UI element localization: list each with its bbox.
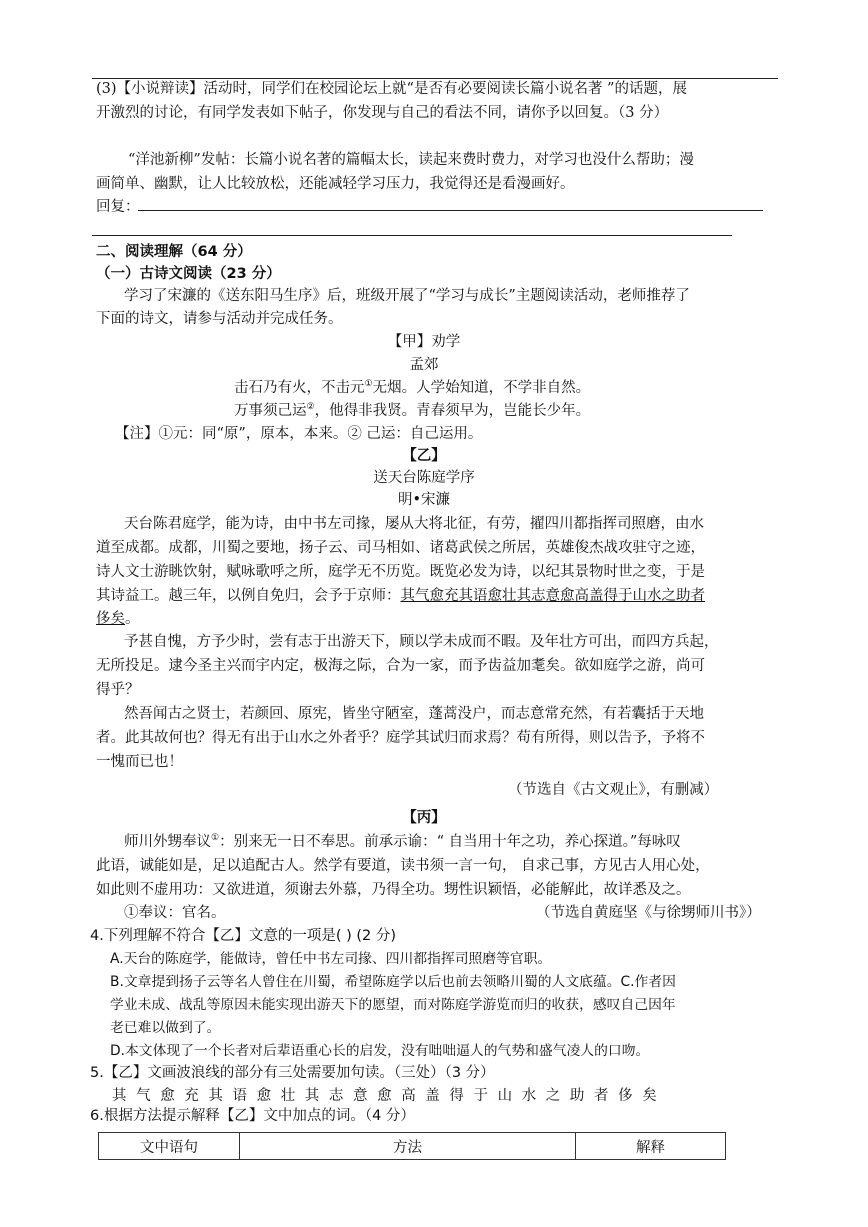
intro-line-2: 下面的诗文，请参与活动并完成任务。 (96, 311, 343, 327)
section-heading: 二、阅读理解（64 分） (96, 244, 252, 260)
yi-wavy-passage-end: 侈矣 (96, 611, 125, 627)
yi-p2-line-1: 予甚自愧，方予少时，尝有志于出游天下，顾以学未成而不暇。及年壮方可出，而四方兵起， (124, 634, 719, 650)
jia-line-2 (234, 401, 590, 421)
q4-option-b-line-1[interactable]: B.文章提到扬子云等名人曾住在川蜀，希望陈庭学以后也前去领略川蜀的人文底蕴。C.作者因 (110, 974, 676, 990)
bing-line-1-b: ：别来无一日不奉思。前承示谕：“ 自当用十年之功，养心探道。”每咏叹 (219, 834, 681, 850)
yi-p2-line-3: 得乎？ (96, 682, 140, 698)
yi-p3-line-3: 一愧而已也！ (96, 754, 183, 770)
yi-author: 明•宋濂 (397, 492, 451, 508)
q3-reply-label: 回复： (96, 199, 140, 215)
q6-stem: 6.根据方法提示解释【乙】文中加点的词。（4 分） (90, 1108, 415, 1124)
bing-line-3: 如此则不虚用功：又欲进道，须谢去外慕，乃得全功。甥性识颖悟，必能解此，故详悉及之。 (96, 882, 691, 898)
yi-p1-line-4-a: 其诗益工。越三年，以例自免归，会予于京师： (96, 588, 401, 604)
yi-p3-line-2: 者。此其故何也？得无有出于山水之外者乎？庭学其试归而求焉？苟有所得，则以告予，予将不 (96, 730, 705, 746)
q3-line-2: 开激烈的讨论，有同学发表如下帖子，你发现与自己的看法不同，请你予以回复。（3 分） (96, 105, 669, 121)
jia-note-mark-2: ② (306, 402, 315, 413)
q4-stem: 4.下列理解不符合【乙】文意的一项是( ) (2 分) (90, 928, 397, 944)
yi-p1-line-3: 诗人文士游眺饮射，赋咏歌呼之所，庭学无不历览。既览必发为诗，以纪其景物时世之变，于是 (96, 564, 705, 580)
jia-line-1-a: 击石乃有火，不击元 (234, 380, 365, 396)
subsection-heading: （一）古诗文阅读（23 分） (96, 266, 281, 282)
jia-author: 孟郊 (409, 357, 439, 373)
yi-title: 送天台陈庭学序 (373, 470, 475, 486)
q5-passage: 其气愈充其语愈壮其志意愈高盖得于山水之助者侈矣 (112, 1088, 667, 1104)
jia-note: 【注】①元：同“原”，原本，本来。② 己运：自己运用。 (115, 426, 483, 442)
q6-table (98, 1132, 726, 1160)
reply-answer-line[interactable] (138, 210, 763, 211)
yi-source: （节选自《古文观止》，有删减） (508, 782, 719, 798)
q4-option-b-line-3: 老已难以做到了。 (110, 1020, 221, 1036)
yi-p1-line-4 (96, 586, 705, 606)
q3-line-1: (3)【小说辩读】活动时，同学们在校园论坛上就“是否有必要阅读长篇小说名著 ”的话题，展 (96, 81, 687, 97)
table-header-cell: 文中语句 (99, 1133, 240, 1160)
yi-p3-line-1: 然吾闻古之贤士，若颜回、原宪，皆坐守陋室，蓬蒿没户，而志意常充然，有若囊括于天地 (124, 706, 704, 722)
q4-option-a[interactable]: A.天台的陈庭学，能做诗，曾任中书左司掾、四川都指挥司照磨等官职。 (110, 951, 552, 967)
yi-p1-line-1: 天台陈君庭学，能为诗，由中书左司掾，屡从大将北征，有劳，擢四川都指挥司照磨，由水 (124, 516, 704, 532)
table-header-row (99, 1133, 726, 1160)
jia-line-2-a: 万事须己运 (234, 403, 307, 419)
jia-note-mark-1: ① (364, 379, 373, 390)
jia-title: 【甲】劝学 (387, 334, 461, 350)
jia-line-2-b: ，他得非我贤。青春须早为，岂能长少年。 (314, 403, 591, 419)
bing-line-1-a: 师川外甥奉议 (124, 834, 211, 850)
table-header-cell: 方法 (240, 1133, 576, 1160)
yi-wavy-passage: 其气愈充其语愈壮其志意愈高盖得于山水之助者 (400, 588, 705, 604)
section-divider (92, 235, 732, 236)
jia-line-1 (234, 378, 590, 398)
bing-line-2: 此语，诚能如是，足以追配古人。然学有要道，读书须一言一句， 自求己事，方见古人用心处， (96, 858, 710, 874)
bing-note-mark: ① (211, 833, 220, 844)
q5-stem: 5.【乙】文画波浪线的部分有三处需要加句读。（三处）（3 分） (90, 1065, 495, 1081)
intro-line-1: 学习了宋濂的《送东阳马生序》后，班级开展了“学习与成长”主题阅读活动，老师推荐了 (124, 288, 690, 304)
bing-line-1 (124, 832, 681, 852)
bing-note: ①奉议：官名。 (124, 905, 226, 921)
yi-p1-line-5 (96, 609, 140, 629)
yi-p1-line-5-end: 。 (125, 611, 140, 627)
bing-source: （节选自黄庭坚《与徐甥师川书》） (536, 905, 761, 921)
jia-line-1-b: 无烟。人学始知道，不学非自然。 (372, 380, 591, 396)
table-header-cell: 解释 (576, 1133, 726, 1160)
yi-label: 【乙】 (402, 448, 446, 464)
yi-p2-line-2: 无所投足。逮今圣主兴而宇内定，极海之际，合为一家，而予齿益加耄矣。欲如庭学之游，尚可 (96, 658, 705, 674)
bing-label: 【丙】 (402, 810, 446, 826)
q4-option-d[interactable]: D.本文体现了一个长者对后辈语重心长的启发，没有咄咄逼人的气势和盛气凌人的口吻。 (110, 1043, 650, 1059)
q3-post-line-1: “洋池新柳”发帖：长篇小说名著的篇幅太长，读起来费时费力，对学习也没什么帮助；漫 (128, 152, 694, 168)
q4-option-b-line-2: 学业未成、战乱等原因未能实现出游天下的愿望，而对陈庭学游览而归的收获，感叹自己因年 (110, 997, 676, 1013)
yi-p1-line-2: 道至成都。成都，川蜀之要地，扬子云、司马相如、诸葛武侯之所居，英雄俊杰战攻驻守之迹， (96, 540, 705, 556)
q3-post-line-2: 画简单、幽默，让人比较放松，还能减轻学习压力，我觉得还是看漫画好。 (96, 176, 575, 192)
